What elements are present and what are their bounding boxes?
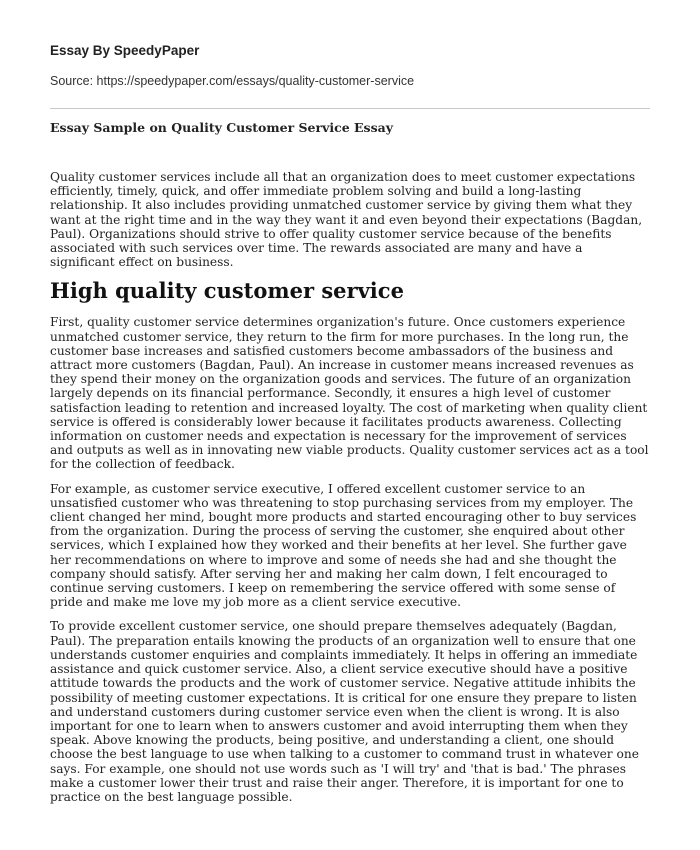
brand-title: Essay By SpeedyPaper	[50, 43, 200, 58]
header-divider	[50, 108, 650, 109]
section-heading: High quality customer service	[50, 278, 404, 304]
document-header	[50, 42, 650, 90]
body-paragraph: First, quality customer service determines organization's future. Once customers experience unmatched customer service, they return to the firm for more purchases. In the long run, the customer base increases and satisfied customers become ambassadors of the business and attract more customers (Bagdan, Paul). An increase in customer means increased revenues as they spend their money on the organization goods and services. The future of an organization largely depends on its financial performance. Secondly, it ensures a high level of customer satisfaction leading to retention and increased loyalty. The cost of marketing when quality client service is offered is considerably lower because it facilitates products awareness. Collecting information on customer needs and expectation is necessary for the improvement of services and outputs as well as in innovating new viable products. Quality customer services act as a tool for the collection of feedback.	[50, 315, 649, 472]
source-line: Source: https://speedypaper.com/essays/quality-customer-service	[50, 74, 415, 88]
body-paragraph: To provide excellent customer service, one should prepare themselves adequately (Bagdan, Paul). The preparation entails knowing the products of an organization well to ensure that one understands customer enquiries and complaints immediately. It helps in offering an immediate assistance and quick customer service. Also, a client service executive should have a positive attitude towards the products and the work of customer service. Negative attitude inhibits the possibility of meeting customer expectations. It is critical for one ensure they prepare to listen and understand customers during customer service even when the client is wrong. It is also important for one to learn when to answers customer and avoid interrupting them when they speak. Above knowing the products, being positive, and understanding a client, one should choose the best language to use when talking to a customer to command trust in whatever one says. For example, one should not use words such as 'I will try' and 'that is bad.' The phrases make a customer lower their trust and raise their anger. Therefore, it is important for one to practice on the best language possible.	[50, 619, 639, 804]
essay-title: Essay Sample on Quality Customer Service Essay	[50, 120, 393, 135]
essay-body	[50, 170, 650, 804]
intro-paragraph: Quality customer services include all that an organization does to meet customer expectations efficiently, timely, quick, and offer immediate problem solving and build a long-lasting relationship. It also includes providing unmatched customer service by giving them what they want at the right time and in the way they want it and even beyond their expectations (Bagdan, Paul). Organizations should strive to offer quality customer service because of the benefits associated with such services over time. The rewards associated are many and have a significant effect on business.	[50, 170, 643, 270]
body-paragraph: For example, as customer service executive, I offered excellent customer service to an unsatisfied customer who was threatening to stop purchasing services from my employer. The client changed her mind, bought more products and started encouraging other to buy services from the organization. During the process of serving the customer, she enquired about other services, which I explained how they worked and their benefits at her level. She further gave her recommendations on where to improve and some of needs she had and she thought the company should satisfy. After serving her and making her calm down, I felt encouraged to continue serving customers. I keep on remembering the service offered with some sense of pride and make me love my job more as a client service executive.	[50, 481, 637, 610]
